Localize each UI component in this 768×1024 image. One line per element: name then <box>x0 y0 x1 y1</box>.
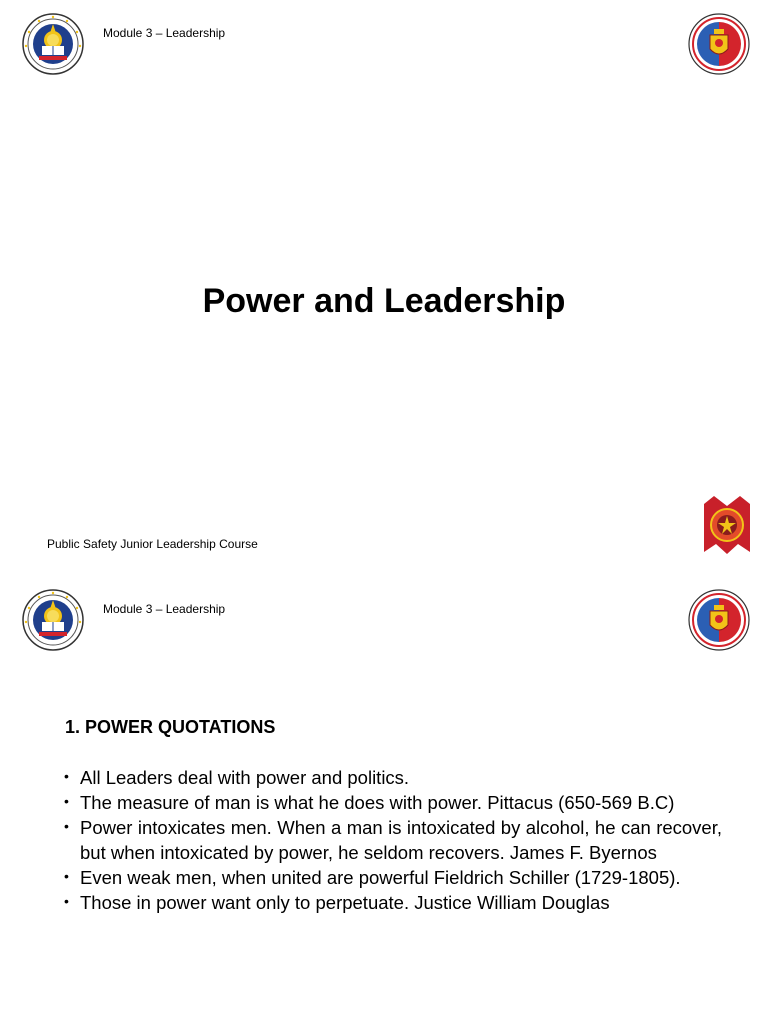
list-item <box>62 790 722 815</box>
section-heading: 1. POWER QUOTATIONS <box>65 717 276 737</box>
content-slide <box>0 576 768 1024</box>
police-training-institute-seal-icon <box>688 589 750 651</box>
bullet-text: Those in power want only to perpetuate. Justice William Douglas <box>80 892 610 913</box>
list-item <box>62 890 722 915</box>
bullet-text: All Leaders deal with power and politics. <box>80 767 410 788</box>
bullet-text: Power intoxicates men. When a man is intoxicated by alcohol, he can recover, but when intoxicated by power, he seldom recovers. James F. Byernos <box>80 817 722 863</box>
bullet-dot-icon: • <box>64 793 69 809</box>
bullet-dot-icon: • <box>64 868 69 884</box>
bullet-dot-icon: • <box>64 768 69 784</box>
list-item <box>62 815 722 865</box>
module-label: Module 3 – Leadership <box>103 602 226 616</box>
police-training-institute-seal-icon <box>688 13 750 75</box>
slide-title: Power and Leadership <box>202 282 566 320</box>
quotation-list <box>62 765 722 915</box>
course-emblem-icon <box>700 494 754 556</box>
bullet-text: The measure of man is what he does with power. Pittacus (650-569 B.C) <box>80 792 675 813</box>
academy-seal-icon <box>22 589 84 651</box>
bullet-dot-icon: • <box>64 818 69 834</box>
bullet-text: Even weak men, when united are powerful Fieldrich Schiller (1729-1805). <box>80 867 681 888</box>
bullet-dot-icon: • <box>64 893 69 909</box>
list-item <box>62 765 722 790</box>
list-item <box>62 865 722 890</box>
academy-seal-icon <box>22 13 84 75</box>
course-label: Public Safety Junior Leadership Course <box>47 537 258 551</box>
module-label: Module 3 – Leadership <box>103 26 226 40</box>
